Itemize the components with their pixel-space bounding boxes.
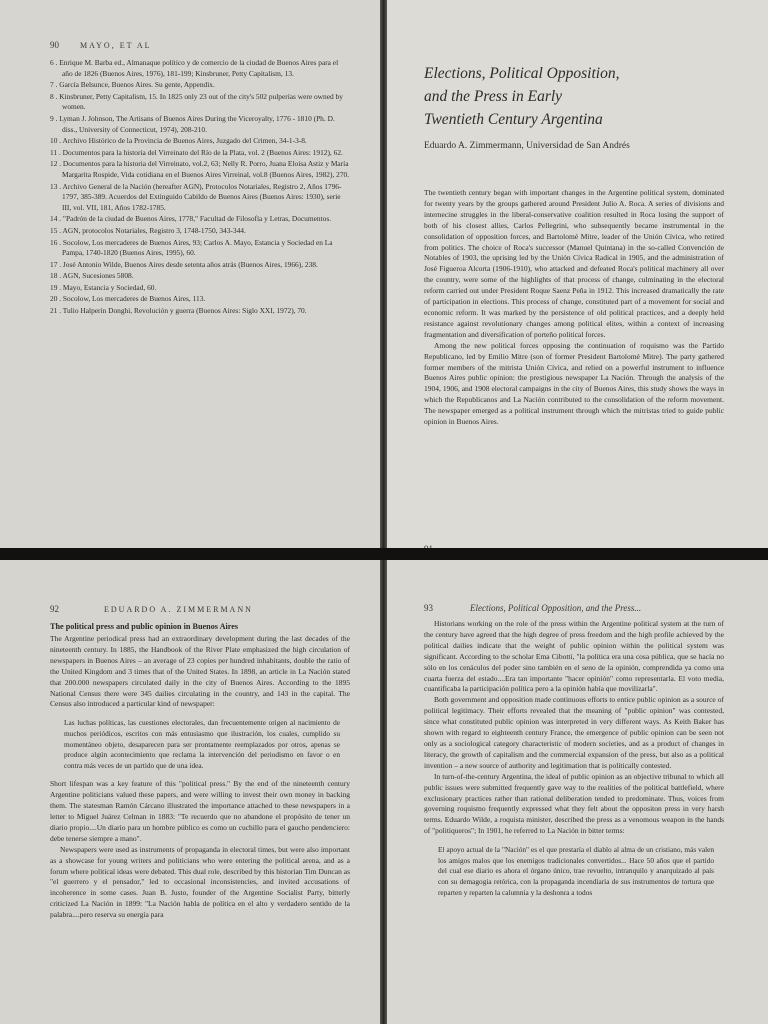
running-head-92: EDUARDO A. ZIMMERMANN	[104, 605, 253, 614]
endnote: 14 . "Padrón de la ciudad de Buenos Aires, 1778," Facultad de Filosofía y Letras, Documentos.	[50, 214, 332, 224]
endnote: 17 . José Antonio Wilde, Buenos Aires desde setenta años atrás (Buenos Aires, 1966), 238.	[50, 259, 318, 269]
chapter-title	[424, 62, 724, 131]
block-quote: Las luchas políticas, las cuestiones electorales, dan frecuentemente origen al nacimiento de muchos periódicos, escritos con más entusiasmo que ilustración, los cuales, cumplido su momentáneo objeto, desaparecen para ser prontamente reemplazados por otros, apenas se produce algún acontecimiento que reclama la intervención del periodismo en favor o en contra más veces de un partido que de una idea.	[64, 718, 340, 770]
endnote: 10 . Archivo Histórico de la Provincia de Buenos Aires, Juzgado del Crimen, 34-1-3-8.	[50, 136, 307, 146]
spread-divider	[0, 548, 768, 560]
chapter-author: Eduardo A. Zimmermann, Universidad de San Andrés	[424, 141, 630, 151]
page-90	[0, 0, 380, 548]
endnote: 11 . Documentos para la historia del Virreinato del Río de la Plata, vol. 2 (Buenos Aires: 1912), 62.	[50, 147, 343, 157]
endnotes-list	[50, 58, 350, 318]
endnote: 21 . Tulio Halperin Donghi, Revolución y guerra (Buenos Aires: Siglo XXI, 1972), 70.	[50, 306, 307, 316]
paragraph: The twentieth century began with important changes in the Argentine political system, dominated for twenty years by the groups gathered around President Julio A. Roca. A series of divisions and internecine struggles in the liberal-conservative coalition resulted in Roca losing the support of both of his closest allies, Carlos Pellegrini, who subsequently became instrumental in the consolidation of opposition forces, and Bartolomé Mitre, leader of the Unión Cívica, who retired from politics. The choice of Roca's successor (Manuel Quintana) in the so-called Convención de Notables of 1903, the uprising led by the Unión Cívica Radical in 1905, and the administration of José Figueroa Alcorta (1906-1910), who attacked and defeated Roca's political machinery all over the country, were some of the highlights of that process of change, culminating in the electoral reform carried out under President Roque Saenz Peña in 1912. This increased dramatically the rate of participation in elections. This process of change, constituted part of a movement for social and economic reform. It was marked by the persistence of old political practices, and a deeply held resistance against revolutionary changes among political elites, within a context of increasing fragmentation and diversification of porteño political forces.	[424, 188, 724, 339]
chapter-title-line: and the Press in Early	[424, 88, 563, 105]
endnote: 19 . Mayo, Estancia y Sociedad, 60.	[50, 282, 157, 292]
paragraph: Both government and opposition made continuous efforts to entice public opinion as a source of political legitimacy. Their efforts revealed that the meaning of "public opinion" was contested, since what constituted public opinion was interpreted in very different ways. As Keith Baker has shown with regard to eighteenth century France, the emergence of public opinion can be seen not only as a sociological category characteristic of modern societies, and as a product of changes in literacy, the growth of capitalism and the commercial expansion of the press, but also as a political invention – a new source of authority and legitimation that is politically contested.	[424, 695, 724, 770]
endnote: 7 . García Belsunce, Buenos Aires. Su gente, Appendix.	[50, 80, 215, 90]
book-gutter	[380, 0, 387, 1024]
endnote: 8 . Kinsbruner, Petty Capitalism, 15. In 1825 only 23 out of the city's 502 pulperías were owned by women.	[50, 91, 343, 112]
paragraph: The Argentine periodical press had an extraordinary development during the last decades of the nineteenth century. In 1885, the Handbook of the River Plate emphasized the high circulation of newspapers in Buenos Aires – an average of 23 copies per hundred inhabitants, double the ratio of the United Kingdom and 3 times that of the United States. In 1898, an article in La Nación stated that 200.000 newspapers circulated daily in the city of Buenos Aires. According to the 1895 National Census there were 345 dailies circulating in the country, and 143 in the capital. The Census also introduced a particular kind of newspaper:	[50, 634, 350, 709]
paragraph: In turn-of-the-century Argentina, the ideal of public opinion as an objective tribunal to which all public issues were submitted frequently gave way to the realities of the political battlefield, where exclusionary practices rather than rational deliberation tended to predominate. Thus, voices from governing roquismo frequently expressed what they felt about the oppositon press in very harsh terms. Eduardo Wilde, a roquista minister, described the press as a venomous weapon in the hands of "politiqueros"; In 1901, he referred to La Nación in bitter terms:	[424, 771, 724, 836]
paragraph: Historians working on the role of the press within the Argentine political system at the turn of the century have agreed that the high degree of press freedom and the high profile achieved by the political dailies indicate that the weight of public opinion within the political system was significant. According to the scholar Ema Cibotti, "la política era una cosa pública, que se hacía no sólo en los cenáculos del poder sino también en el seno de la opinión, comprendida ya como una cuarta fuerza del estado....Era tan importante "hacer opinión" como representarla. El voto media, cuantificaba la participación política pero a la opinión había que movilizarla".	[424, 619, 724, 694]
folio-90: 90	[50, 40, 59, 50]
chapter-title-line: Elections, Political Opposition,	[424, 65, 620, 82]
running-head-93: Elections, Political Opposition, and the Press...	[470, 603, 642, 613]
body-text-91	[424, 188, 724, 428]
running-head-90: MAYO, ET AL	[80, 41, 152, 50]
body-text-93	[424, 619, 724, 898]
paragraph: Among the new political forces opposing the continuation of roquismo was the Partido Republicano, led by Emilio Mitre (son of former President Bartolomé Mitre). The party gathered former members of the mitrista Unión Cívica, and relied on a powerful instrument to influence Buenos Aires public opinion: the prestigious newspaper La Nación. Through the analysis of the 1904, 1906, and 1908 electoral campaigns in the city of Buenos Aires, this study shows the ways in which the Republicanos and La Nación contributed to the consolidation of the reform movement. The newspaper emerged as a political instrument through which the mitristas tried to guide public opinion in Buenos Aires.	[424, 340, 724, 427]
endnote: 13 . Archivo General de la Nación (hereafter AGN), Protocolos Notariales, Registro 2, Años 1796-1797, 385-389. Acuerdos del Extinguido Cabildo de Buenos Aires (Buenos Aires: 1930), serie III, vol. VII, 181, Años 1782-1785.	[50, 181, 342, 212]
endnote: 20 . Socolow, Los mercaderes de Buenos Aires, 113.	[50, 294, 206, 304]
endnote: 12 . Documentos para la historia del Virreinato, vol.2, 63; Nelly R. Porro, Juana Eloisa Astiz y María Margarita Rospide, Vida cotidiana en el Buenos Aires Virreinal, vol.8 (Buenos Aires, 1982), 270.	[50, 159, 350, 179]
block-quote: El apoyo actual de la "Nación" es el que prestaría el diablo al alma de un cristiano, más valen los amigos malos que los enemigos tradicionales convertidos... Hace 50 años que el partido del cual ese diario es ahora el órgano único, trae revuelto, intranquilo y anarquizado al país con su demagogia retórica, con la propaganda incendiaria de sus instrumentos de tortura que reparten y reparten la calumnia y la deshonra a todos	[438, 845, 714, 897]
paragraph: Newspapers were used as instruments of propaganda in electoral times, but were also important as a showcase for young writers and politicians who were entering the political arena, and as a forum where political ideas were debated. This dual role, described by this historian Tim Duncan as "el guerrero y el pensador," led to occasional inconsistencies, and invited accusations of incoherence in some cases. Juan B. Justo, founder of the Argentine Socialist Party, bitterly criticized La Nación in 1899: "La Nación habla de política en el alto y verdadero sentido de la palabra....pero reserva su energía para	[50, 844, 350, 920]
endnote: 16 . Socolow, Los mercaderes de Buenos Aires, 93; Carlos A. Mayo, Estancia y Sociedad en La Pampa, 1740-1820 (Buenos Aires, 1995), 60.	[50, 237, 333, 258]
endnote: 18 . AGN, Sucesiones 5808.	[50, 271, 134, 281]
chapter-title-line: Twentieth Century Argentina	[424, 111, 603, 128]
endnote: 6 . Enrique M. Barba ed., Almanaque político y de comercio de la ciudad de Buenos Aires para el año de 1826 (Buenos Aires, 1976), 181-199; Kinsbruner, Petty Capitalism, 13.	[50, 58, 339, 78]
endnote: 15 . AGN, protocolos Notariales, Registro 3, 1748-1750, 343-344.	[50, 225, 246, 235]
endnote: 9 . Lyman J. Johnson, The Artisans of Buenos Aires During the Viceroyalty, 1776 - 1810 (Ph. D. diss., University of Connecticut, 1974), 208-210.	[50, 113, 335, 134]
section-heading: The political press and public opinion in Buenos Aires	[50, 622, 239, 631]
folio-93: 93	[424, 603, 433, 613]
body-text-92	[50, 634, 350, 921]
paragraph: Short lifespan was a key feature of this "political press." By the end of the nineteenth century Argentine politicians valued these papers, and were willing to invest their own money in backing them. The statesman Ramón Cárcano illustrated the importance attached to these newspapers in a letter to Miguel Juárez Celman in 1883: "Te recuerdo que no abandone el propósito de tener un diario propio....Un diario para un hombre público es como un cuchillo para el gaucho pendenciero: debe tenerse siempre a mano".	[50, 779, 350, 843]
folio-92: 92	[50, 604, 59, 614]
